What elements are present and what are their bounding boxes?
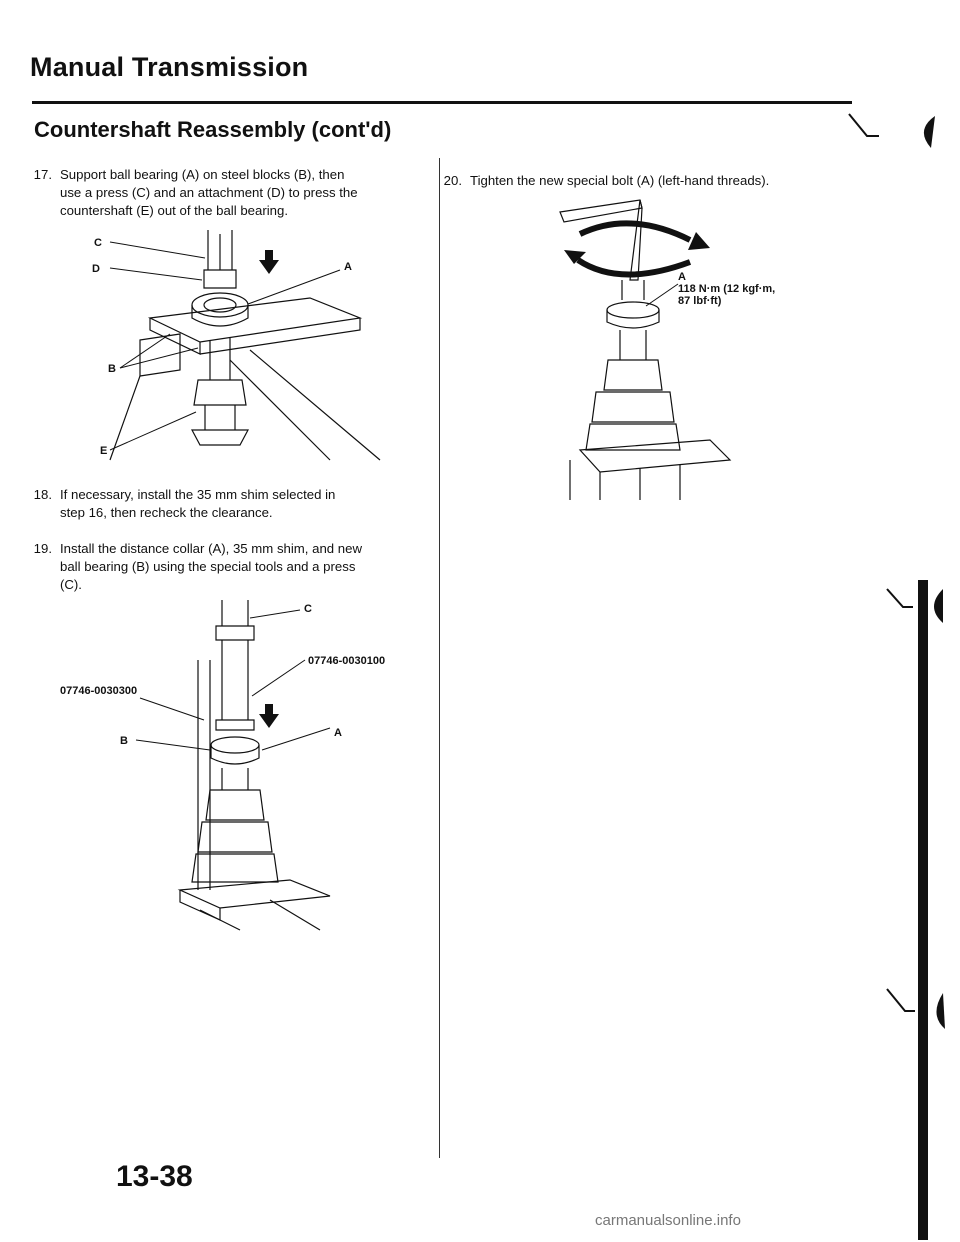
edge-mark-1 [845,110,945,150]
fig2-label-tool2: 07746-0030300 [60,685,138,697]
section-title: Countershaft Reassembly (cont'd) [34,117,392,142]
figure-install-bearing [60,600,410,930]
fig3-label-a: A [678,271,686,283]
step-number: 18. [33,487,52,502]
step-text: Tighten the new special bolt (A) (left-hand threads). [470,173,770,188]
page-number: 13-38 [116,1160,193,1193]
fig1-label-c: C [94,237,102,249]
step-number: 19. [33,541,52,556]
fig1-label-e: E [100,445,108,457]
header-rule [32,101,852,104]
watermark: carmanualsonline.info [595,1212,741,1229]
step-number: 20. [443,173,462,188]
step-19 [33,540,422,600]
fig3-torque-line2: 87 lbf·ft) [678,295,722,307]
edge-mark-3 [885,985,960,1035]
edge-bar [918,580,928,1240]
step-20 [443,172,882,196]
step-18 [33,486,422,526]
edge-mark-2 [885,585,945,625]
fig2-label-tool1: 07746-0030100 [308,655,386,667]
step-text: Install the distance collar (A), 35 mm shim, and new ball bearing (B) using the special tools and a press (C). [60,541,362,592]
page-title: Manual Transmission [30,52,309,82]
figure-tighten-bolt [560,200,880,510]
fig3-torque-line1: 118 N·m (12 kgf·m, [678,283,776,295]
fig1-label-d: D [92,263,100,275]
fig1-label-a: A [344,261,352,273]
fig2-label-a: A [334,727,342,739]
step-text: Support ball bearing (A) on steel blocks (B), then use a press (C) and an attachment (D) to press the countershaft (E) out of the ball bearing. [60,167,358,218]
fig2-label-c: C [304,603,312,615]
step-17 [33,166,422,226]
figure-press-out-bearing [80,230,410,470]
fig2-label-b: B [120,735,128,747]
fig1-label-b: B [108,363,116,375]
step-text: If necessary, install the 35 mm shim selected in step 16, then recheck the clearance. [60,487,336,520]
step-number: 17. [33,167,52,182]
column-divider [439,158,440,1158]
